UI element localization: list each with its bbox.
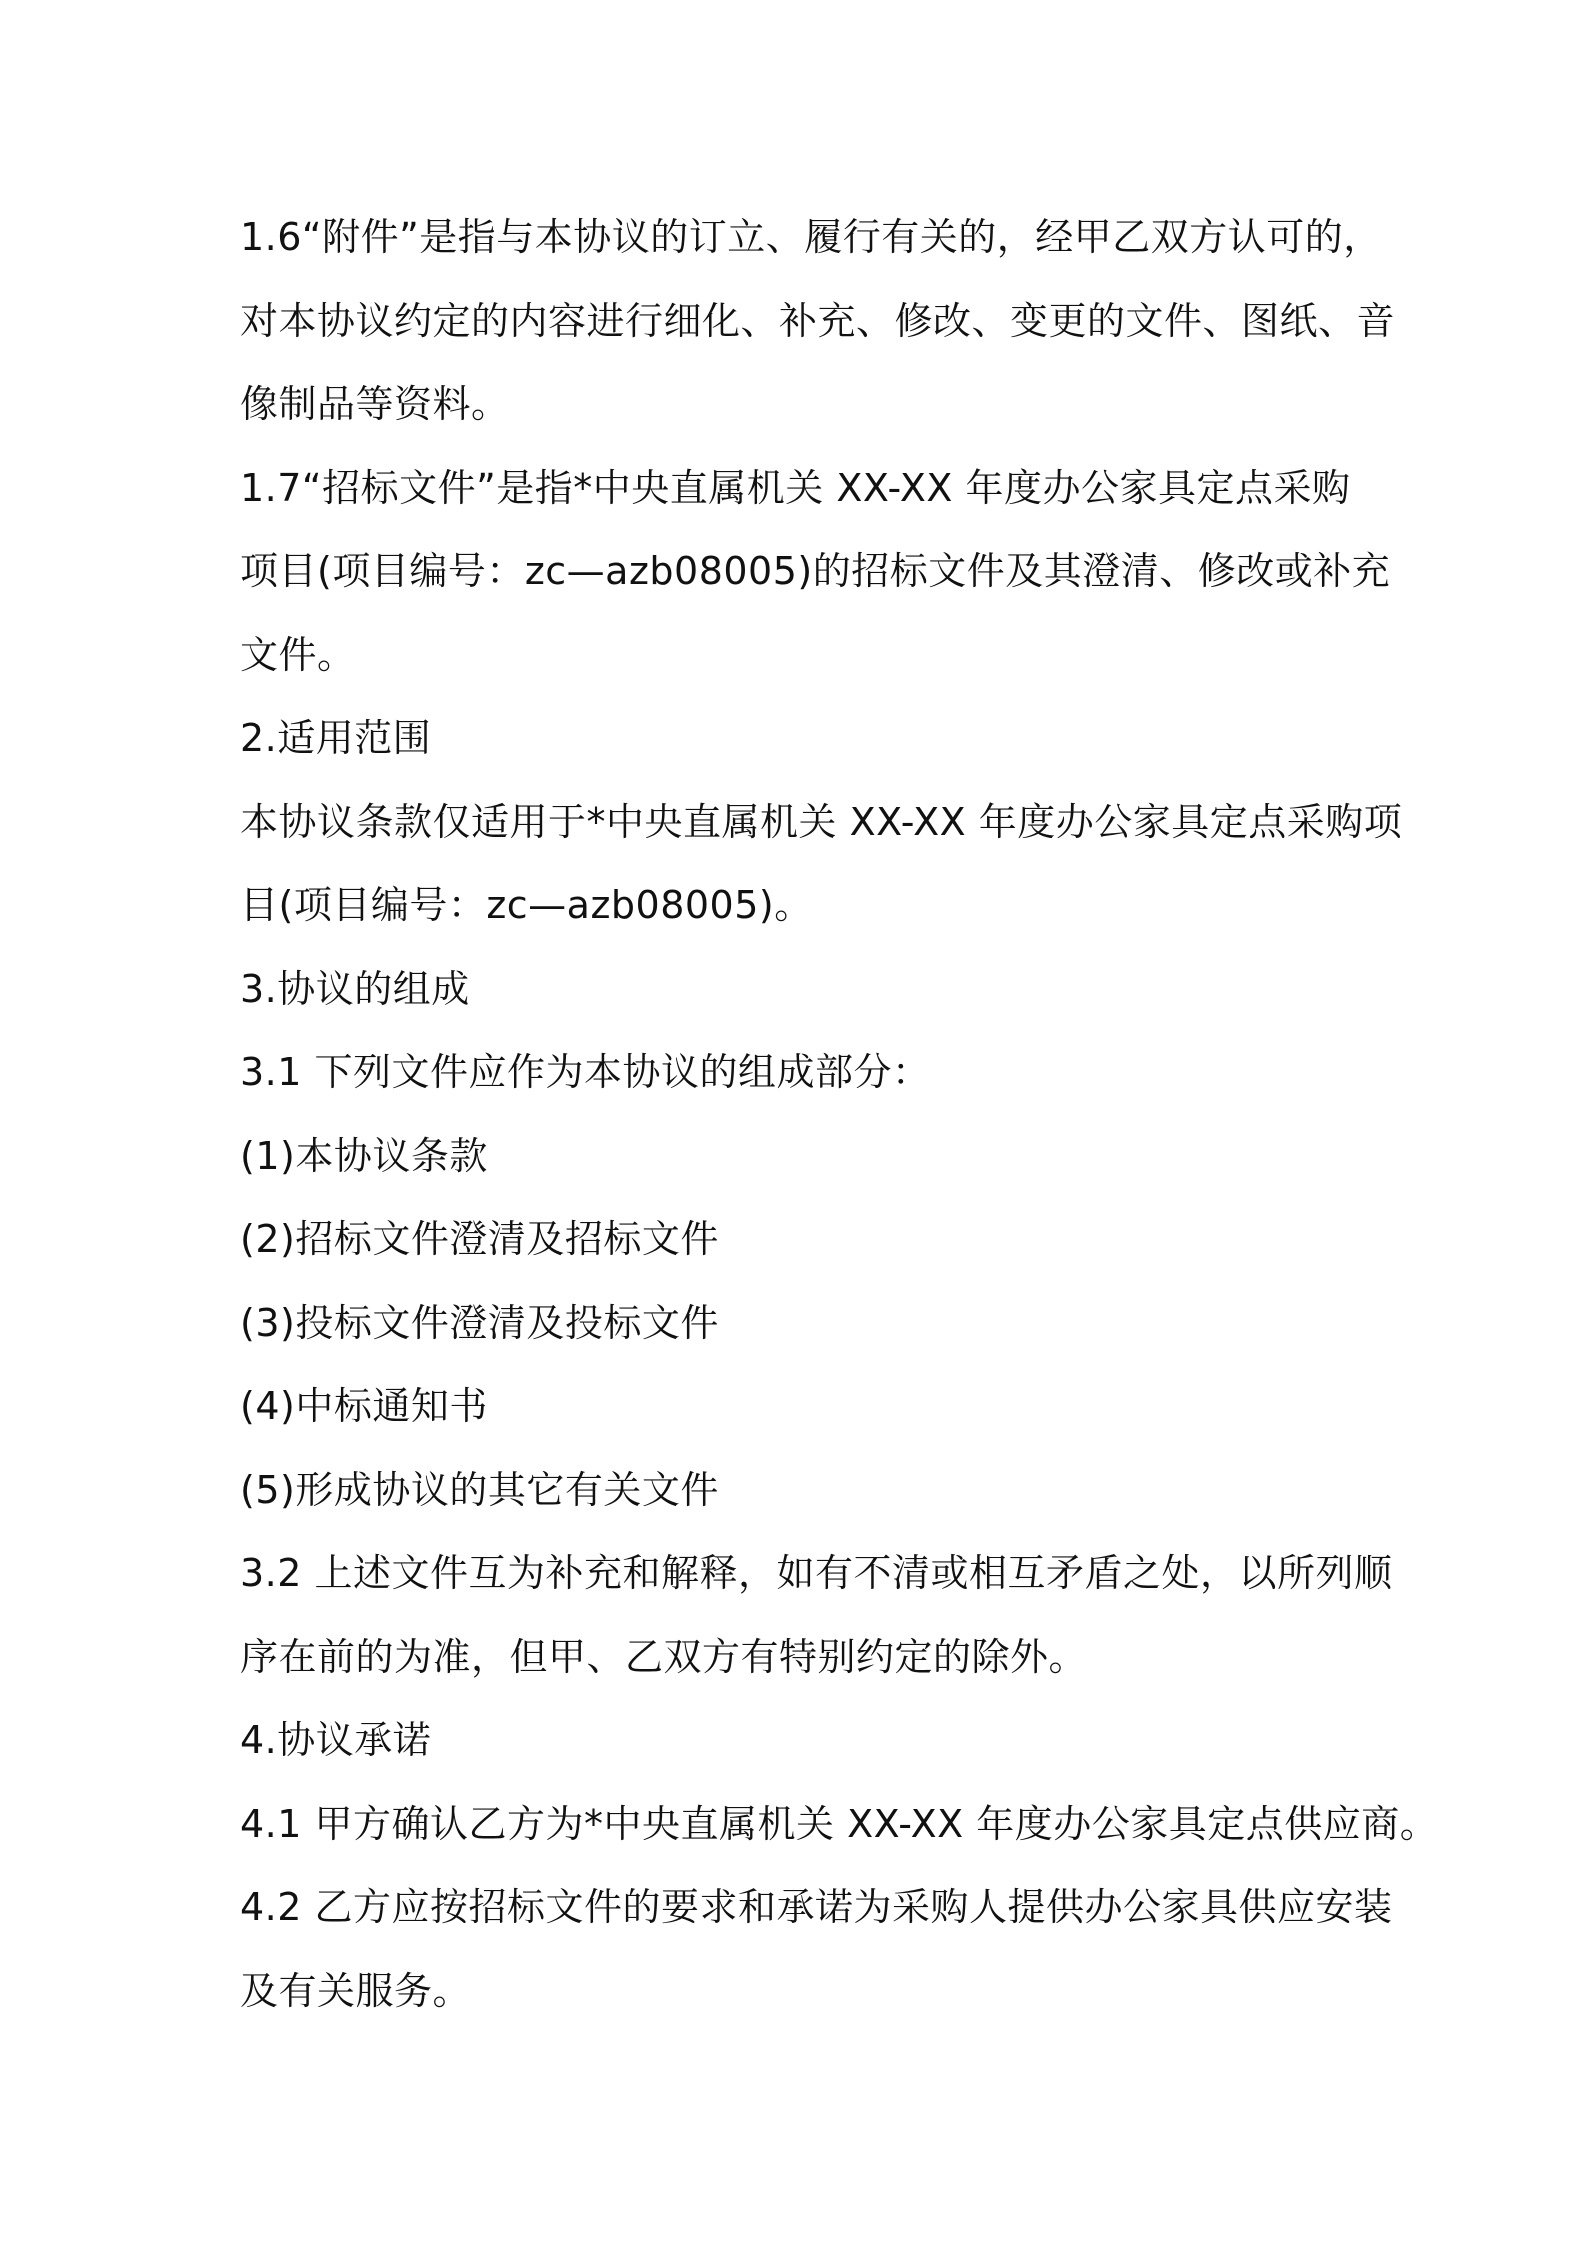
section-heading: 3.协议的组成 <box>240 966 470 1011</box>
text-line: 像制品等资料。 <box>240 382 510 426</box>
list-item: (3)投标文件澄清及投标文件 <box>240 1300 719 1345</box>
text-line: 1.6“附件”是指与本协议的订立、履行有关的，经甲乙双方认可的， <box>240 215 1382 259</box>
list-item: (5)形成协议的其它有关文件 <box>240 1467 719 1512</box>
text-line: 项目(项目编号：zc—azb08005)的招标文件及其澄清、修改或补充 <box>240 549 1391 593</box>
text-line: 4.1 甲方确认乙方为*中央直属机关 XX-XX 年度办公家具定点供应商。 <box>240 1801 1439 1846</box>
text-line: 及有关服务。 <box>240 1968 472 2013</box>
text-line: 序在前的为准，但甲、乙双方有特别约定的除外。 <box>240 1634 1088 1679</box>
text-line: 目(项目编号：zc—azb08005)。 <box>240 883 813 927</box>
list-item: (1)本协议条款 <box>240 1133 488 1178</box>
text-line: 1.7“招标文件”是指*中央直属机关 XX-XX 年度办公家具定点采购 <box>240 465 1351 510</box>
text-line: 文件。 <box>240 632 356 677</box>
list-item: (4)中标通知书 <box>240 1384 488 1428</box>
text-line: 4.2 乙方应按招标文件的要求和承诺为采购人提供办公家具供应安装 <box>240 1885 1393 1929</box>
document-body <box>240 196 1439 2033</box>
list-item: (2)招标文件澄清及招标文件 <box>240 1217 719 1261</box>
text-line: 本协议条款仅适用于*中央直属机关 XX-XX 年度办公家具定点采购项 <box>240 799 1403 844</box>
text-line: 对本协议约定的内容进行细化、补充、修改、变更的文件、图纸、音 <box>240 298 1396 343</box>
section-heading: 2.适用范围 <box>240 716 432 760</box>
section-heading: 4.协议承诺 <box>240 1718 432 1762</box>
text-line: 3.2 上述文件互为补充和解释，如有不清或相互矛盾之处，以所列顺 <box>240 1551 1393 1595</box>
text-line: 3.1 下列文件应作为本协议的组成部分： <box>240 1050 931 1094</box>
